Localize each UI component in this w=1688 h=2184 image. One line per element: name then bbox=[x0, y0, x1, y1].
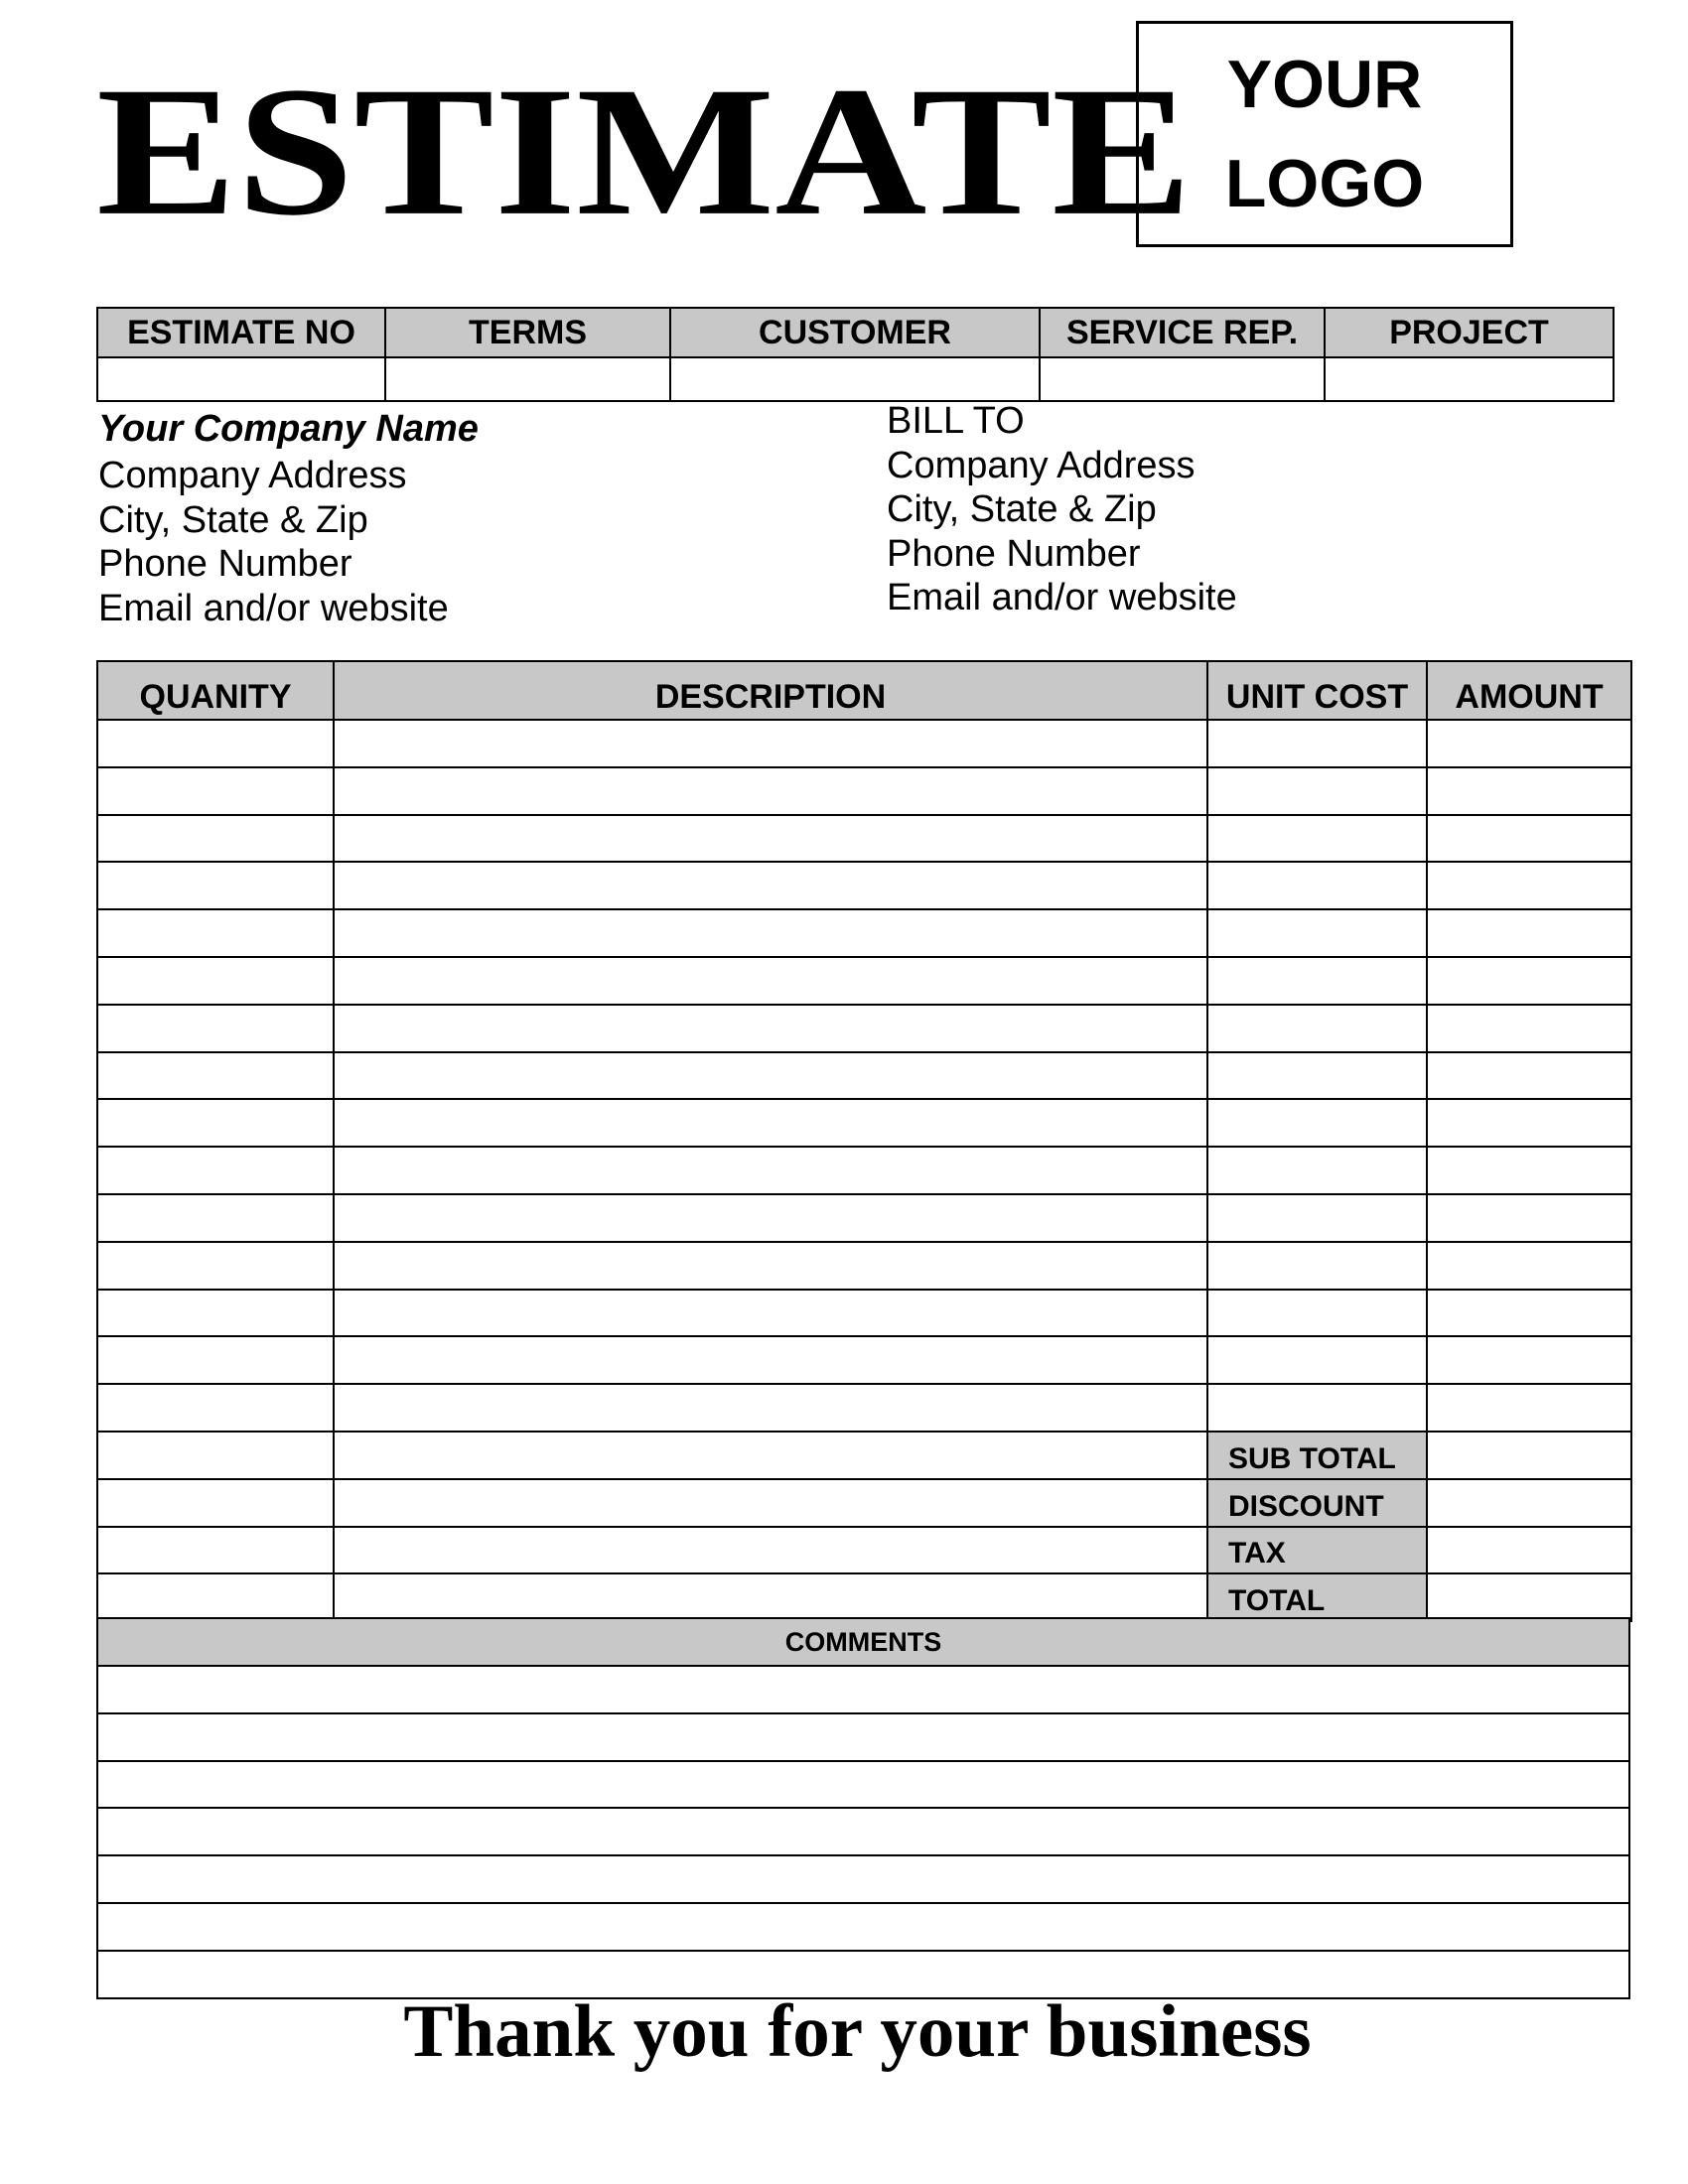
service-rep-field[interactable] bbox=[1040, 357, 1325, 401]
amount-cell[interactable] bbox=[1427, 1384, 1631, 1432]
comment-row bbox=[97, 1903, 1629, 1951]
table-row bbox=[97, 1384, 1631, 1432]
terms-header: TERMS bbox=[385, 308, 670, 357]
quantity-cell[interactable] bbox=[97, 1479, 334, 1527]
total-label: TAX bbox=[1207, 1527, 1427, 1574]
quantity-cell[interactable] bbox=[97, 862, 334, 909]
comment-line[interactable] bbox=[97, 1666, 1629, 1713]
quantity-cell[interactable] bbox=[97, 720, 334, 767]
customer-header: CUSTOMER bbox=[670, 308, 1040, 357]
description-cell[interactable] bbox=[334, 1336, 1207, 1384]
comment-row bbox=[97, 1808, 1629, 1855]
bill-to-city: City, State & Zip bbox=[887, 488, 1157, 530]
estimate-no-field[interactable] bbox=[97, 357, 385, 401]
table-row bbox=[97, 1194, 1631, 1242]
description-cell[interactable] bbox=[334, 767, 1207, 815]
quantity-cell[interactable] bbox=[97, 1384, 334, 1432]
quantity-cell[interactable] bbox=[97, 1194, 334, 1242]
total-value-cell[interactable] bbox=[1427, 1527, 1631, 1574]
quantity-cell[interactable] bbox=[97, 1527, 334, 1574]
description-cell[interactable] bbox=[334, 720, 1207, 767]
service-rep-header: SERVICE REP. bbox=[1040, 308, 1325, 357]
table-row bbox=[97, 720, 1631, 767]
amount-cell[interactable] bbox=[1427, 1147, 1631, 1194]
company-email: Email and/or website bbox=[98, 587, 449, 629]
description-cell[interactable] bbox=[334, 1527, 1207, 1574]
quantity-cell[interactable] bbox=[97, 815, 334, 863]
logo-placeholder bbox=[1136, 21, 1513, 247]
amount-cell[interactable] bbox=[1427, 815, 1631, 863]
total-value-cell[interactable] bbox=[1427, 1573, 1631, 1621]
total-label: TOTAL bbox=[1207, 1573, 1427, 1621]
project-field[interactable] bbox=[1325, 357, 1614, 401]
estimate-no-header: ESTIMATE NO bbox=[97, 308, 385, 357]
description-cell[interactable] bbox=[334, 909, 1207, 957]
quantity-cell[interactable] bbox=[97, 767, 334, 815]
description-cell[interactable] bbox=[334, 1242, 1207, 1290]
table-row bbox=[97, 957, 1631, 1005]
unit-cost-cell[interactable] bbox=[1207, 1384, 1427, 1432]
description-cell[interactable] bbox=[334, 1479, 1207, 1527]
amount-cell[interactable] bbox=[1427, 1242, 1631, 1290]
table-row bbox=[97, 1336, 1631, 1384]
quantity-cell[interactable] bbox=[97, 1573, 334, 1621]
table-row bbox=[97, 1242, 1631, 1290]
description-cell[interactable] bbox=[334, 957, 1207, 1005]
quantity-cell[interactable] bbox=[97, 1052, 334, 1100]
description-cell[interactable] bbox=[334, 862, 1207, 909]
description-cell[interactable] bbox=[334, 815, 1207, 863]
estimate-info-table bbox=[96, 307, 1615, 402]
project-header: PROJECT bbox=[1325, 308, 1614, 357]
customer-field[interactable] bbox=[670, 357, 1040, 401]
total-label: DISCOUNT bbox=[1207, 1479, 1427, 1527]
comment-line[interactable] bbox=[97, 1855, 1629, 1903]
quantity-cell[interactable] bbox=[97, 1099, 334, 1147]
description-header: DESCRIPTION bbox=[334, 661, 1207, 720]
unit-cost-cell[interactable] bbox=[1207, 862, 1427, 909]
company-name: Your Company Name bbox=[98, 408, 479, 450]
unit-cost-cell[interactable] bbox=[1207, 1194, 1427, 1242]
bill-to-phone: Phone Number bbox=[887, 532, 1141, 575]
unit-cost-cell[interactable] bbox=[1207, 1147, 1427, 1194]
sender-address-block bbox=[98, 404, 479, 630]
totals-row bbox=[97, 1432, 1631, 1479]
comment-row bbox=[97, 1713, 1629, 1761]
totals-row bbox=[97, 1527, 1631, 1574]
thank-you-footer: Thank you for your business bbox=[403, 1990, 1312, 2073]
table-row bbox=[97, 1005, 1631, 1052]
unit-cost-cell[interactable] bbox=[1207, 1290, 1427, 1337]
unit-cost-header: UNIT COST bbox=[1207, 661, 1427, 720]
unit-cost-cell[interactable] bbox=[1207, 767, 1427, 815]
unit-cost-cell[interactable] bbox=[1207, 815, 1427, 863]
table-row bbox=[97, 767, 1631, 815]
logo-line-2: LOGO bbox=[1224, 146, 1425, 221]
company-phone: Phone Number bbox=[98, 543, 352, 585]
amount-cell[interactable] bbox=[1427, 1052, 1631, 1100]
description-cell[interactable] bbox=[334, 1052, 1207, 1100]
company-city: City, State & Zip bbox=[98, 498, 368, 541]
total-label: SUB TOTAL bbox=[1207, 1432, 1427, 1479]
unit-cost-cell[interactable] bbox=[1207, 909, 1427, 957]
amount-cell[interactable] bbox=[1427, 957, 1631, 1005]
quantity-cell[interactable] bbox=[97, 1290, 334, 1337]
comment-line[interactable] bbox=[97, 1808, 1629, 1855]
table-row bbox=[97, 909, 1631, 957]
quantity-cell[interactable] bbox=[97, 1432, 334, 1479]
table-row bbox=[97, 862, 1631, 909]
quantity-cell[interactable] bbox=[97, 1242, 334, 1290]
amount-cell[interactable] bbox=[1427, 767, 1631, 815]
description-cell[interactable] bbox=[334, 1194, 1207, 1242]
terms-field[interactable] bbox=[385, 357, 670, 401]
comment-row bbox=[97, 1855, 1629, 1903]
bill-to-email: Email and/or website bbox=[887, 577, 1237, 618]
table-row bbox=[97, 1052, 1631, 1100]
amount-cell[interactable] bbox=[1427, 1336, 1631, 1384]
line-items-table bbox=[96, 660, 1632, 1622]
amount-cell[interactable] bbox=[1427, 1194, 1631, 1242]
unit-cost-cell[interactable] bbox=[1207, 1052, 1427, 1100]
table-row bbox=[97, 1290, 1631, 1337]
quantity-cell[interactable] bbox=[97, 1336, 334, 1384]
total-value-cell[interactable] bbox=[1427, 1432, 1631, 1479]
table-row bbox=[97, 1147, 1631, 1194]
description-cell[interactable] bbox=[334, 1432, 1207, 1479]
comment-line[interactable] bbox=[97, 1713, 1629, 1761]
description-cell[interactable] bbox=[334, 1005, 1207, 1052]
description-cell[interactable] bbox=[334, 1290, 1207, 1337]
quantity-header: QUANITY bbox=[97, 661, 334, 720]
comment-row bbox=[97, 1666, 1629, 1713]
quantity-cell[interactable] bbox=[97, 1147, 334, 1194]
bill-to-block bbox=[887, 399, 1237, 620]
quantity-cell[interactable] bbox=[97, 957, 334, 1005]
quantity-cell[interactable] bbox=[97, 909, 334, 957]
amount-cell[interactable] bbox=[1427, 1005, 1631, 1052]
amount-cell[interactable] bbox=[1427, 862, 1631, 909]
quantity-cell[interactable] bbox=[97, 1005, 334, 1052]
logo-line-1: YOUR bbox=[1226, 47, 1423, 122]
totals-row bbox=[97, 1573, 1631, 1621]
totals-row bbox=[97, 1479, 1631, 1527]
amount-cell[interactable] bbox=[1427, 720, 1631, 767]
comment-row bbox=[97, 1761, 1629, 1809]
amount-cell[interactable] bbox=[1427, 1290, 1631, 1337]
document-title: ESTIMATE bbox=[96, 48, 1193, 254]
unit-cost-cell[interactable] bbox=[1207, 957, 1427, 1005]
company-address: Company Address bbox=[98, 455, 407, 496]
unit-cost-cell[interactable] bbox=[1207, 1099, 1427, 1147]
total-value-cell[interactable] bbox=[1427, 1479, 1631, 1527]
amount-cell[interactable] bbox=[1427, 1099, 1631, 1147]
comment-line[interactable] bbox=[97, 1761, 1629, 1809]
unit-cost-cell[interactable] bbox=[1207, 1005, 1427, 1052]
comments-table bbox=[96, 1617, 1630, 1999]
comments-header: COMMENTS bbox=[97, 1618, 1629, 1666]
bill-to-address: Company Address bbox=[887, 444, 1196, 486]
table-row bbox=[97, 1099, 1631, 1147]
unit-cost-cell[interactable] bbox=[1207, 720, 1427, 767]
bill-to-label: BILL TO bbox=[887, 400, 1025, 442]
description-cell[interactable] bbox=[334, 1384, 1207, 1432]
amount-cell[interactable] bbox=[1427, 909, 1631, 957]
comment-line[interactable] bbox=[97, 1903, 1629, 1951]
description-cell[interactable] bbox=[334, 1099, 1207, 1147]
amount-header: AMOUNT bbox=[1427, 661, 1631, 720]
table-row bbox=[97, 815, 1631, 863]
description-cell[interactable] bbox=[334, 1147, 1207, 1194]
unit-cost-cell[interactable] bbox=[1207, 1242, 1427, 1290]
description-cell[interactable] bbox=[334, 1573, 1207, 1621]
unit-cost-cell[interactable] bbox=[1207, 1336, 1427, 1384]
